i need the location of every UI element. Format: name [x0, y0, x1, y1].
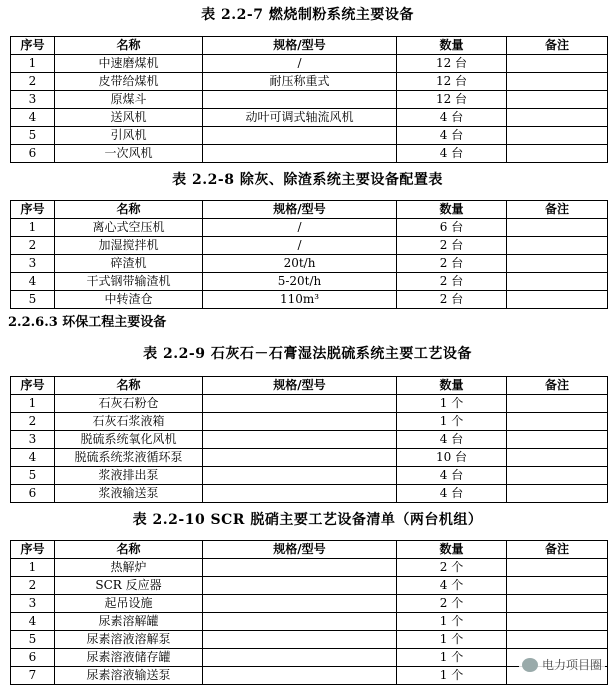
column-header: 序号: [11, 37, 55, 55]
table-cell: [507, 237, 608, 255]
header-row: [11, 541, 608, 559]
column-header: 数量: [397, 201, 507, 219]
table-cell: 3: [11, 595, 55, 613]
table-cell: [507, 631, 608, 649]
table-cell: [507, 219, 608, 237]
column-header: 名称: [55, 377, 203, 395]
table-cell: 中速磨煤机: [55, 55, 203, 73]
table-cell: 5: [11, 127, 55, 145]
table-cell: 1 个: [397, 631, 507, 649]
table-cell: 1 个: [397, 395, 507, 413]
table-row: [11, 145, 608, 163]
section-heading: 2.2.6.3 环保工程主要设备: [8, 315, 167, 330]
table-row: [11, 431, 608, 449]
table-cell: [507, 559, 608, 577]
table-cell: 110m³: [203, 291, 397, 309]
table-cell: 2: [11, 577, 55, 595]
table-cell: 3: [11, 91, 55, 109]
table-cell: 12 台: [397, 55, 507, 73]
table-cell: 4 台: [397, 127, 507, 145]
table-cell: [203, 431, 397, 449]
table-row: [11, 219, 608, 237]
table-cell: 1 个: [397, 667, 507, 685]
table-cell: 2 台: [397, 237, 507, 255]
table-row: [11, 237, 608, 255]
table-cell: [203, 467, 397, 485]
column-header: 数量: [397, 37, 507, 55]
table-cell: [203, 667, 397, 685]
table-row: [11, 595, 608, 613]
table-2-2-8-title: 表 2.2-8 除灰、除渣系统主要设备配置表: [172, 172, 443, 188]
table-cell: [507, 145, 608, 163]
table-row: [11, 127, 608, 145]
header-row: [11, 377, 608, 395]
table-cell: 6: [11, 145, 55, 163]
table-cell: [507, 273, 608, 291]
table-cell: 6: [11, 649, 55, 667]
table-row: [11, 559, 608, 577]
table-cell: [203, 595, 397, 613]
table-cell: [507, 395, 608, 413]
table-cell: 碎渣机: [55, 255, 203, 273]
table-cell: [507, 127, 608, 145]
table-cell: 干式钢带输渣机: [55, 273, 203, 291]
table-cell: [203, 413, 397, 431]
table-cell: 3: [11, 431, 55, 449]
table-cell: 4: [11, 613, 55, 631]
header-row: [11, 37, 608, 55]
table-cell: 2: [11, 237, 55, 255]
table-cell: 6: [11, 485, 55, 503]
table-cell: 尿素溶液储存罐: [55, 649, 203, 667]
table-cell: [203, 485, 397, 503]
table-cell: [203, 91, 397, 109]
table-cell: [507, 577, 608, 595]
table-cell: 4: [11, 109, 55, 127]
table-cell: [203, 631, 397, 649]
table-cell: 20t/h: [203, 255, 397, 273]
table-cell: [203, 127, 397, 145]
table-2-2-7: [10, 36, 608, 163]
table-cell: 1: [11, 55, 55, 73]
table-cell: [203, 577, 397, 595]
table-row: [11, 55, 608, 73]
table-cell: [507, 485, 608, 503]
watermark: [519, 655, 605, 674]
table-cell: 动叶可调式轴流风机: [203, 109, 397, 127]
column-header: 备注: [507, 37, 608, 55]
column-header: 规格/型号: [203, 541, 397, 559]
table-cell: 浆液排出泵: [55, 467, 203, 485]
table-cell: [507, 291, 608, 309]
table-cell: 2: [11, 73, 55, 91]
table-cell: 4 台: [397, 485, 507, 503]
table-cell: 12 台: [397, 73, 507, 91]
table-cell: [507, 431, 608, 449]
table-cell: 离心式空压机: [55, 219, 203, 237]
column-header: 序号: [11, 201, 55, 219]
table-cell: 5: [11, 291, 55, 309]
table-cell: [203, 145, 397, 163]
table-cell: 脱硫系统氧化风机: [55, 431, 203, 449]
table-cell: [203, 395, 397, 413]
table-cell: 尿素溶液输送泵: [55, 667, 203, 685]
column-header: 序号: [11, 377, 55, 395]
table-row: [11, 577, 608, 595]
watermark-text: 电力项目圈: [541, 658, 602, 672]
table-cell: 6 台: [397, 219, 507, 237]
table-cell: [203, 649, 397, 667]
column-header: 备注: [507, 201, 608, 219]
table-cell: [507, 109, 608, 127]
table-2-2-8: [10, 200, 608, 309]
table-cell: 一次风机: [55, 145, 203, 163]
table-cell: [507, 449, 608, 467]
table-cell: [507, 91, 608, 109]
table-cell: 4: [11, 449, 55, 467]
table-row: [11, 649, 608, 667]
table-cell: 石灰石浆液箱: [55, 413, 203, 431]
table-cell: 1: [11, 219, 55, 237]
header-row: [11, 201, 608, 219]
wechat-icon: [522, 658, 538, 672]
table-cell: 1 个: [397, 413, 507, 431]
table-cell: 尿素溶液溶解泵: [55, 631, 203, 649]
table-cell: [507, 73, 608, 91]
table-cell: [507, 613, 608, 631]
column-header: 规格/型号: [203, 37, 397, 55]
table-2-2-9: [10, 376, 608, 503]
table-cell: 2 台: [397, 273, 507, 291]
table-cell: [507, 595, 608, 613]
column-header: 备注: [507, 541, 608, 559]
table-2-2-7-title: 表 2.2-7 燃烧制粉系统主要设备: [201, 7, 414, 23]
column-header: 规格/型号: [203, 377, 397, 395]
table-cell: 4 台: [397, 467, 507, 485]
table-cell: 10 台: [397, 449, 507, 467]
table-cell: 热解炉: [55, 559, 203, 577]
table-cell: 4: [11, 273, 55, 291]
table-cell: 1 个: [397, 613, 507, 631]
column-header: 名称: [55, 37, 203, 55]
table-cell: 中转渣仓: [55, 291, 203, 309]
table-cell: [203, 449, 397, 467]
column-header: 名称: [55, 541, 203, 559]
column-header: 数量: [397, 377, 507, 395]
table-row: [11, 291, 608, 309]
table-cell: 2 台: [397, 291, 507, 309]
table-cell: SCR 反应器: [55, 577, 203, 595]
table-cell: 送风机: [55, 109, 203, 127]
table-cell: 5: [11, 467, 55, 485]
table-row: [11, 395, 608, 413]
column-header: 规格/型号: [203, 201, 397, 219]
table-cell: [507, 467, 608, 485]
table-row: [11, 449, 608, 467]
column-header: 名称: [55, 201, 203, 219]
table-cell: [507, 413, 608, 431]
table-cell: 4 台: [397, 145, 507, 163]
table-cell: 2 个: [397, 559, 507, 577]
table-cell: 1 个: [397, 649, 507, 667]
table-row: [11, 485, 608, 503]
table-cell: 2 个: [397, 595, 507, 613]
table-cell: 2 台: [397, 255, 507, 273]
table-cell: /: [203, 219, 397, 237]
table-cell: [203, 613, 397, 631]
table-cell: [507, 55, 608, 73]
table-cell: 3: [11, 255, 55, 273]
table-cell: 1: [11, 559, 55, 577]
table-cell: 起吊设施: [55, 595, 203, 613]
table-row: [11, 109, 608, 127]
table-row: [11, 91, 608, 109]
column-header: 备注: [507, 377, 608, 395]
table-row: [11, 467, 608, 485]
table-cell: 5-20t/h: [203, 273, 397, 291]
table-cell: 皮带给煤机: [55, 73, 203, 91]
table-row: [11, 273, 608, 291]
table-cell: 石灰石粉仓: [55, 395, 203, 413]
table-cell: 7: [11, 667, 55, 685]
table-cell: 加湿搅拌机: [55, 237, 203, 255]
table-cell: /: [203, 55, 397, 73]
table-cell: 浆液输送泵: [55, 485, 203, 503]
table-2-2-10-title: 表 2.2-10 SCR 脱硝主要工艺设备清单（两台机组）: [132, 512, 483, 528]
table-cell: 引风机: [55, 127, 203, 145]
table-cell: 2: [11, 413, 55, 431]
table-cell: 4 台: [397, 109, 507, 127]
table-cell: /: [203, 237, 397, 255]
table-cell: 原煤斗: [55, 91, 203, 109]
table-cell: 脱硫系统浆液循环泵: [55, 449, 203, 467]
table-cell: 耐压称重式: [203, 73, 397, 91]
table-cell: 12 台: [397, 91, 507, 109]
table-row: [11, 413, 608, 431]
table-cell: 5: [11, 631, 55, 649]
table-row: [11, 613, 608, 631]
table-cell: 4 台: [397, 431, 507, 449]
table-cell: 1: [11, 395, 55, 413]
table-cell: [507, 255, 608, 273]
table-row: [11, 631, 608, 649]
table-cell: 尿素溶解罐: [55, 613, 203, 631]
table-cell: 4 个: [397, 577, 507, 595]
table-cell: [203, 559, 397, 577]
table-row: [11, 255, 608, 273]
table-2-2-9-title: 表 2.2-9 石灰石－石膏湿法脱硫系统主要工艺设备: [143, 346, 472, 362]
table-row: [11, 667, 608, 685]
column-header: 数量: [397, 541, 507, 559]
column-header: 序号: [11, 541, 55, 559]
table-row: [11, 73, 608, 91]
